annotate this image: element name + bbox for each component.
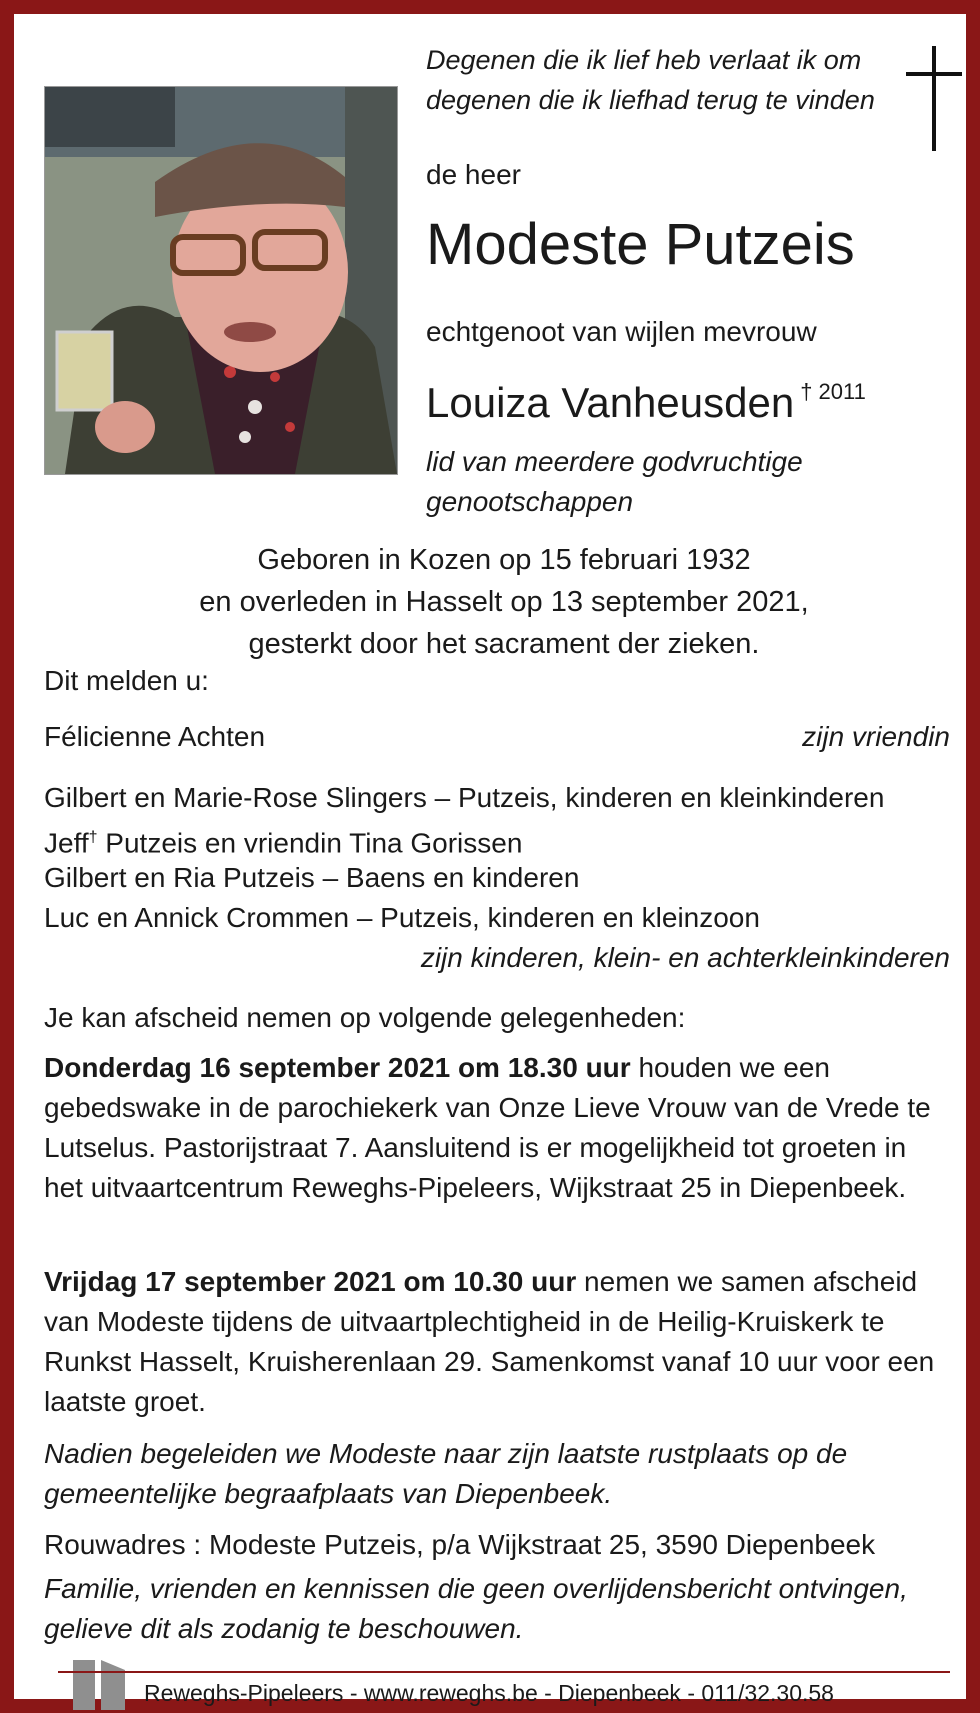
- friend-name: Félicienne Achten: [44, 721, 266, 752]
- mourning-address: Rouwadres : Modeste Putzeis, p/a Wijkstraat 25, 3590 Diepenbeek: [44, 1529, 876, 1560]
- occasion-2-when: Vrijdag 17 september 2021 om 10.30 uur: [44, 1266, 577, 1297]
- quote-line-1: Degenen die ik lief heb verlaat ik om: [426, 45, 862, 75]
- portrait-photo: [44, 86, 398, 475]
- spouse-name: Louiza Vanheusden: [426, 379, 795, 426]
- quote-line-2: degenen die ik liefhad terug te vinden: [426, 85, 875, 115]
- spouse-intro: echtgenoot van wijlen mevrouw: [426, 316, 817, 347]
- spouse-name-line: [426, 364, 866, 431]
- occasion-1-when: Donderdag 16 september 2021 om 18.30 uur: [44, 1052, 631, 1083]
- deceased-name: Modeste Putzeis: [426, 212, 855, 277]
- occasion-1-text: houden we een gebedswake in de parochiekerk van Onze Lieve Vrouw van de Vrede te Lutselus. Pastorijstraat 7. Aansluitend is er mogelijkheid tot groeten in het uitvaartcentrum Reweghs-Pipeleers, Wijkstraat 25 in Diepenbeek.: [44, 1052, 931, 1203]
- children-line-2: [44, 818, 964, 863]
- cross-icon: [932, 46, 936, 151]
- occasions-intro: Je kan afscheid nemen op volgende gelegenheden:: [44, 1002, 686, 1033]
- children-line-2-first: Jeff: [44, 827, 89, 859]
- children-line-2-rest: Putzeis en vriendin Tina Gorissen: [97, 827, 523, 859]
- funeral-home-logo-icon: [73, 1660, 95, 1710]
- membership-line-2: genootschappen: [426, 486, 634, 517]
- children-line-3: Gilbert en Ria Putzeis – Baens en kinderen: [44, 862, 580, 893]
- birth-death-block: [14, 539, 980, 665]
- children-line-2-mark: †: [88, 829, 98, 846]
- occasion-2: [44, 1262, 949, 1422]
- burial-notice: Nadien begeleiden we Modeste naar zijn laatste rustplaats op de gemeentelijke begraafplaats van Diepenbeek.: [44, 1438, 848, 1509]
- spouse-death-mark: † 2011: [800, 379, 866, 404]
- footer-contact: Reweghs-Pipeleers - www.reweghs.be - Diepenbeek - 011/32.30.58: [144, 1680, 834, 1706]
- friend-relation: zijn vriendin: [802, 721, 950, 752]
- children-line-1: Gilbert en Marie-Rose Slingers – Putzeis, kinderen en kleinkinderen: [44, 782, 885, 813]
- occasion-1: [44, 1048, 949, 1208]
- children-relation: zijn kinderen, klein- en achterkleinkinderen: [420, 942, 950, 973]
- funeral-home-logo-icon-part: [101, 1660, 125, 1710]
- children-line-4: Luc en Annick Crommen – Putzeis, kinderen en kleinzoon: [44, 902, 760, 933]
- membership-line-1: lid van meerdere godvruchtige: [426, 446, 803, 477]
- death-line: en overleden in Hasselt op 13 september 2021,: [199, 586, 809, 618]
- quote: [426, 40, 875, 120]
- footer-divider: [58, 1671, 950, 1673]
- membership: [426, 442, 886, 522]
- sacrament-line: gesterkt door het sacrament der zieken.: [248, 628, 760, 660]
- cross-icon-bar: [906, 72, 962, 76]
- announce-intro: Dit melden u:: [44, 665, 209, 696]
- birth-line: Geboren in Kozen op 15 februari 1932: [257, 544, 751, 576]
- notice: Familie, vrienden en kennissen die geen overlijdensbericht ontvingen, gelieve dit als zodanig te beschouwen.: [44, 1573, 908, 1644]
- salutation: de heer: [426, 159, 521, 190]
- occasion-2-text: nemen we samen afscheid van Modeste tijdens de uitvaartplechtigheid in de Heilig-Kruiskerk te Runkst Hasselt, Kruisherenlaan 29. Samenkomst vanaf 10 uur voor een laatste groet.: [44, 1266, 935, 1417]
